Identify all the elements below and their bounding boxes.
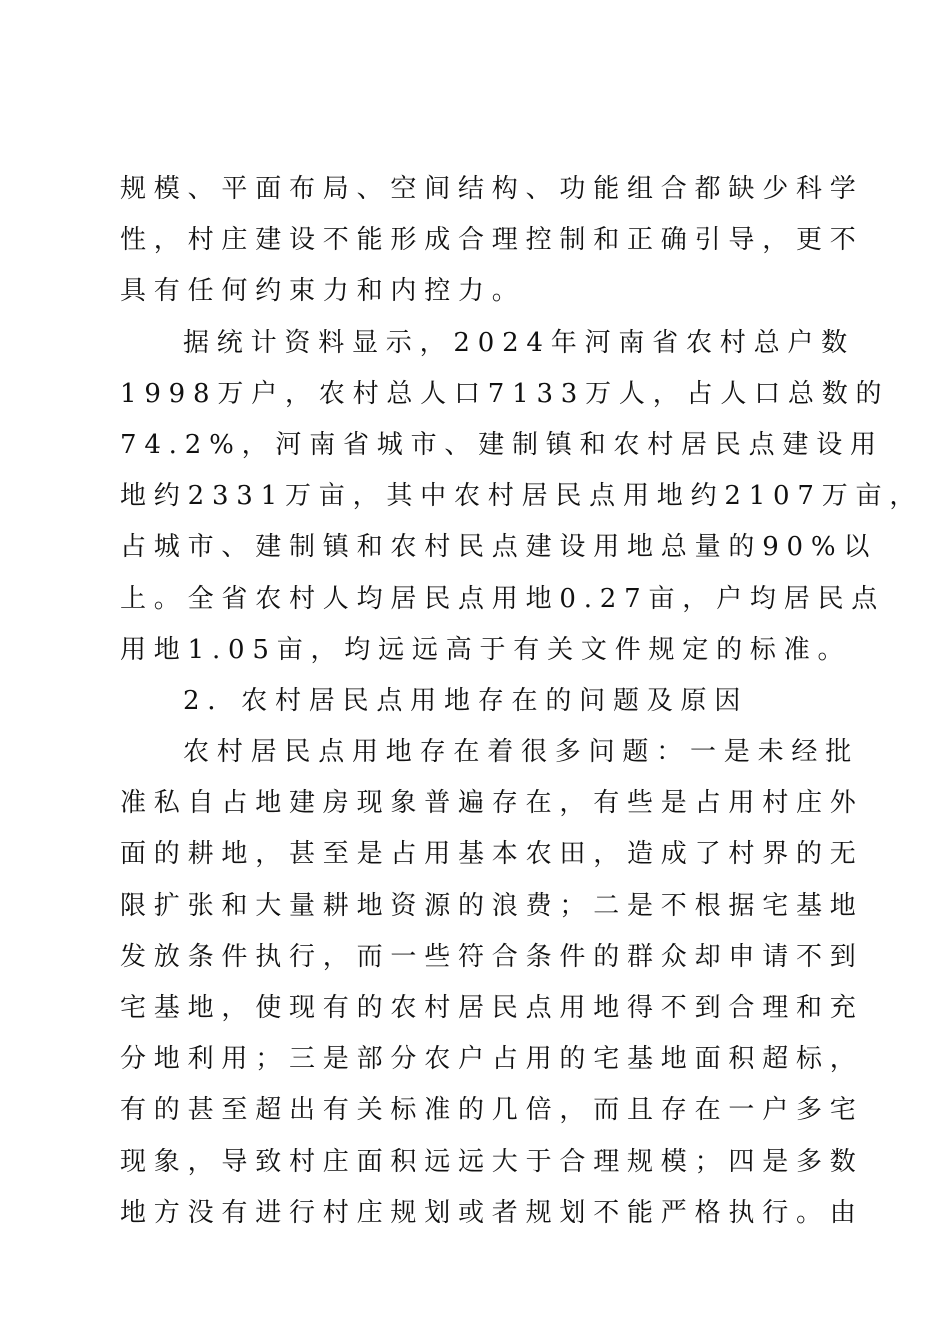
text-line: 地方没有进行村庄规划或者规划不能严格执行。由 (120, 1197, 864, 1228)
paragraph-start-line: 据统计资料显示，2024年河南省农村总户数 (183, 327, 855, 358)
text-line: 规模、平面布局、空间结构、功能组合都缺少科学 (120, 174, 864, 204)
text-line: 用地1.05亩，均远远高于有关文件规定的标准。 (120, 634, 852, 665)
section-heading: 2．农村居民点用地存在的问题及原因 (183, 685, 749, 716)
text-line: 宅基地，使现有的农村居民点用地得不到合理和充 (120, 993, 864, 1023)
text-line: 限扩张和大量耕地资源的浪费；二是不根据宅基地 (120, 890, 864, 921)
text-line: 面的耕地，甚至是占用基本农田，造成了村界的无 (120, 839, 864, 870)
text-line: 1998万户，农村总人口7133万人，占人口总数的 (120, 378, 890, 409)
text-line: 准私自占地建房现象普遍存在，有些是占用村庄外 (120, 788, 864, 819)
text-line: 分地利用；三是部分农户占用的宅基地面积超标， (120, 1044, 864, 1075)
text-line: 74.2%，河南省城市、建制镇和农村居民点建设用 (120, 429, 884, 460)
text-line: 具有任何约束力和内控力。 (120, 276, 526, 307)
text-line: 占城市、建制镇和农村民点建设用地总量的90%以 (120, 532, 878, 563)
text-line: 上。全省农村人均居民点用地0.27亩，户均居民点 (120, 583, 886, 614)
paragraph-start-line: 农村居民点用地存在着很多问题：一是未经批 (183, 737, 860, 768)
text-line: 现象，导致村庄面积远远大于合理规模；四是多数 (120, 1146, 864, 1177)
body-text (120, 164, 924, 1239)
text-line: 有的甚至超出有关标准的几倍，而且存在一户多宅 (120, 1095, 864, 1126)
text-line: 发放条件执行，而一些符合条件的群众却申请不到 (120, 941, 864, 972)
text-line: 性，村庄建设不能形成合理控制和正确引导，更不 (120, 225, 864, 256)
text-line: 地约2331万亩，其中农村居民点用地约2107万亩， (120, 481, 924, 512)
